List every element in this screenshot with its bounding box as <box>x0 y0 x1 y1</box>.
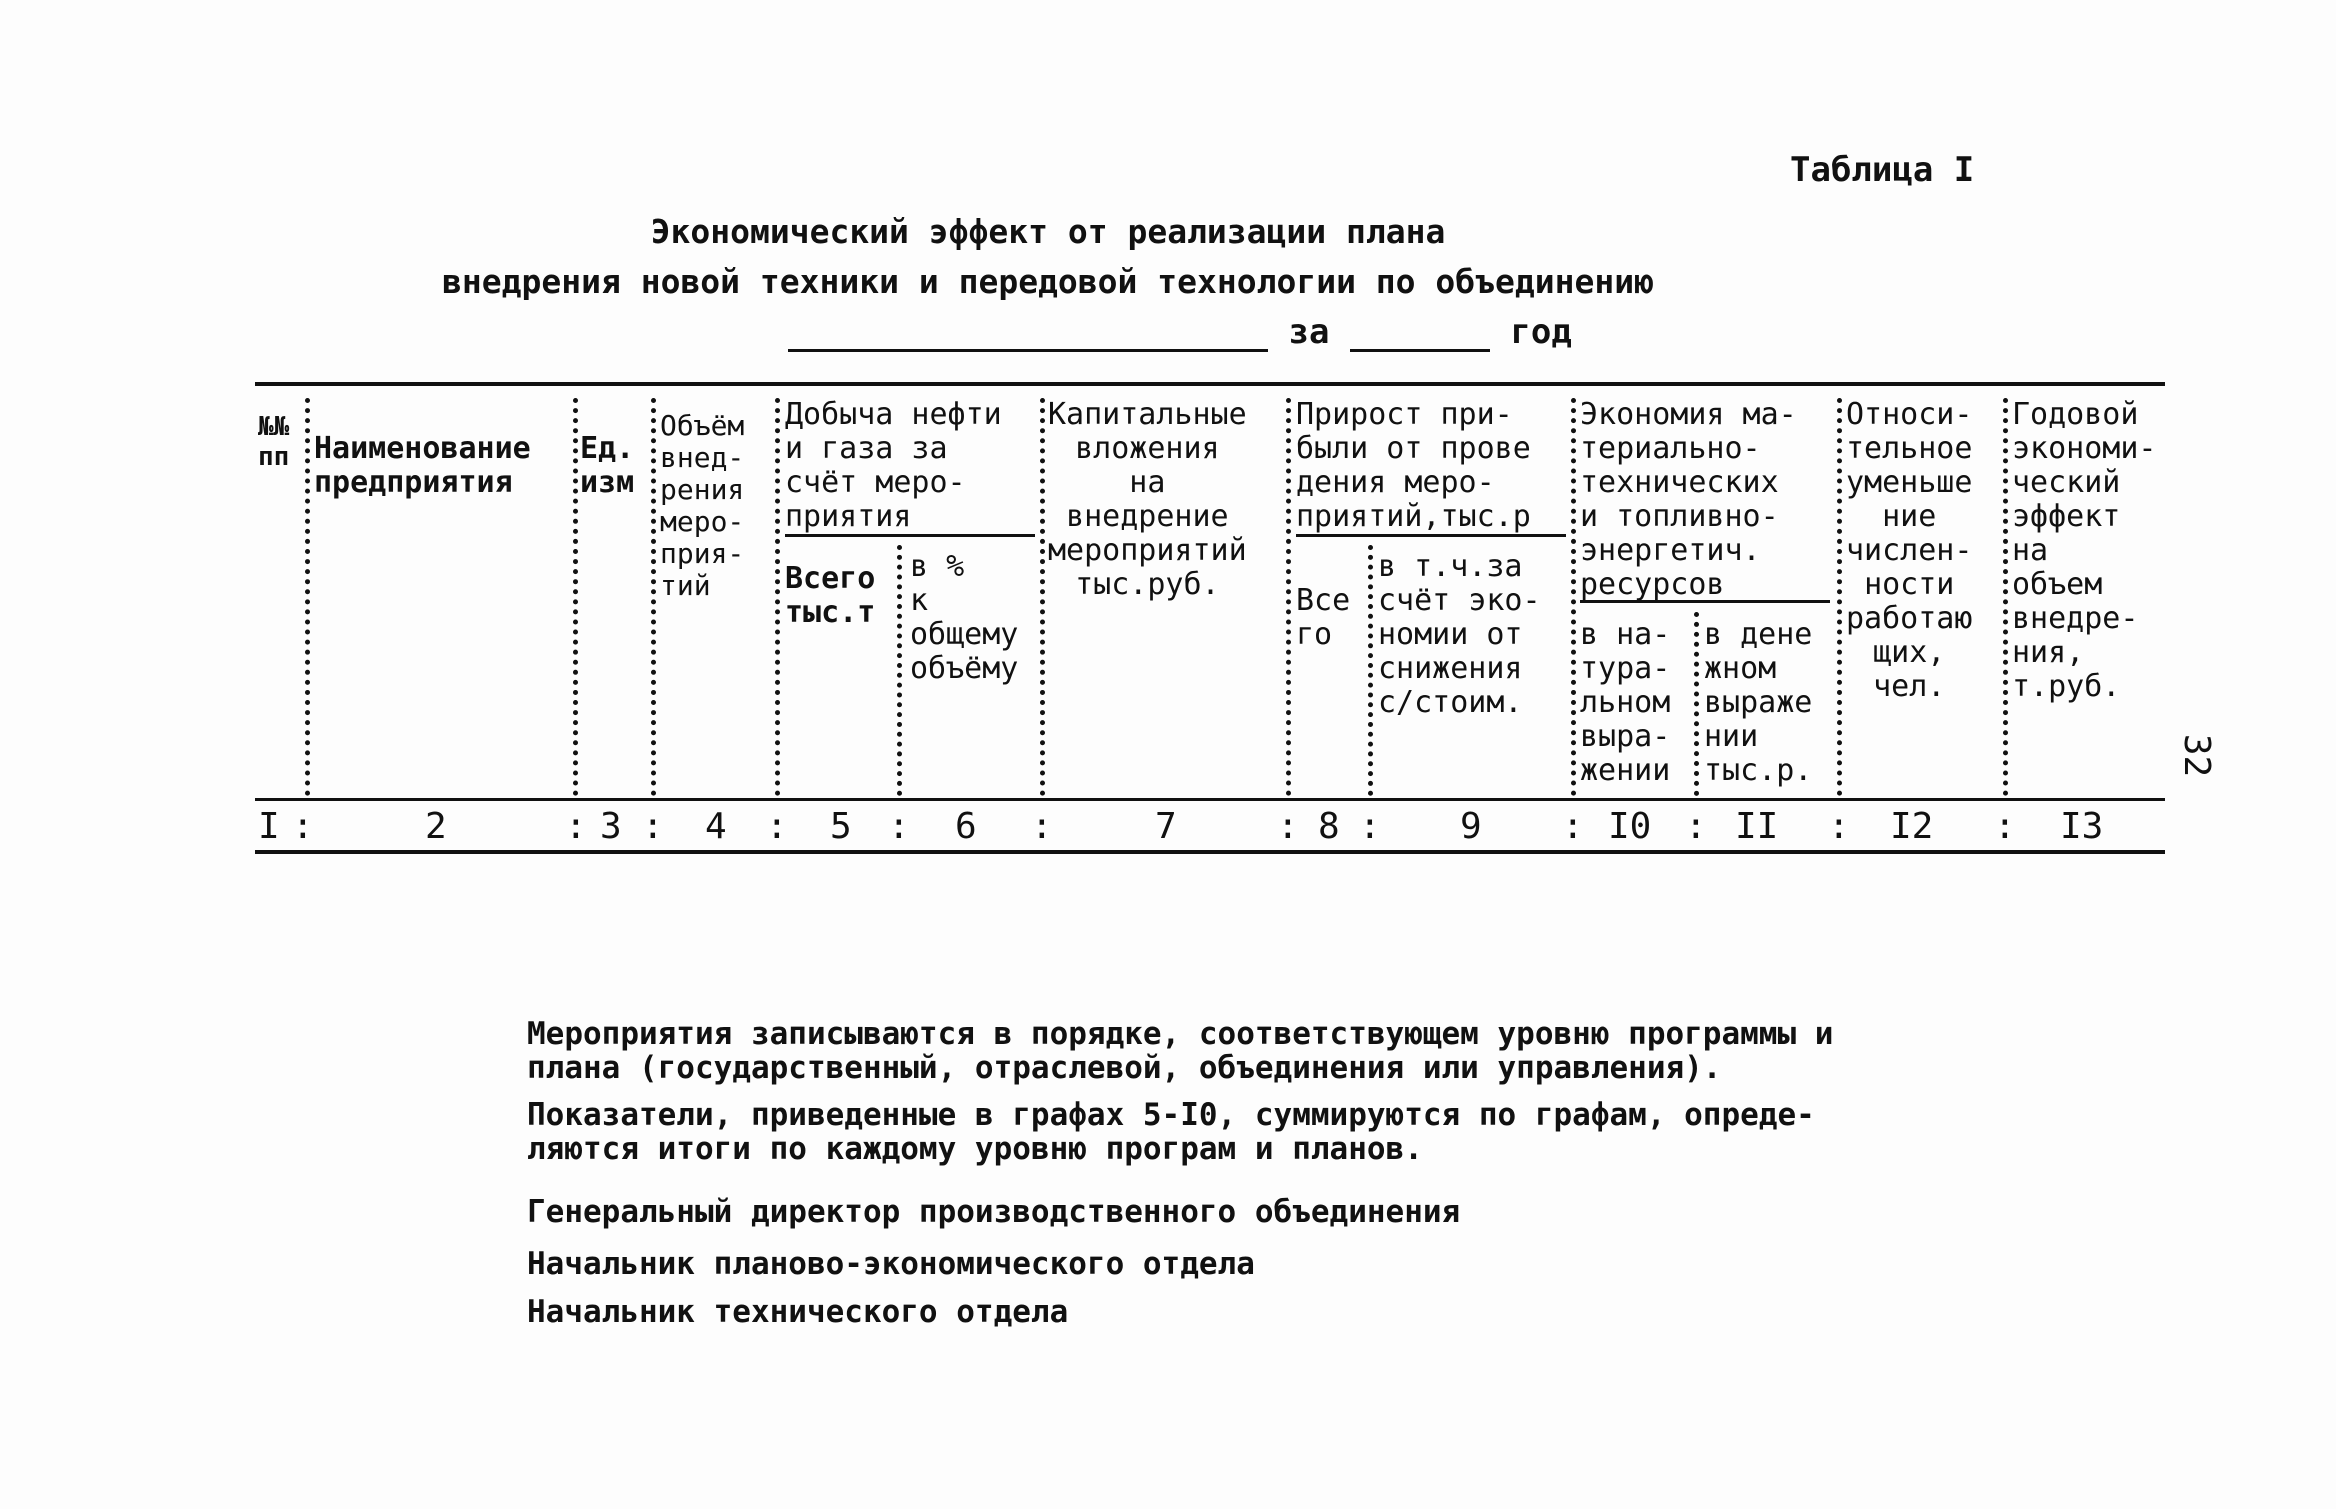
period-for-label: за <box>1288 312 1330 352</box>
col-header-annual-effect: Годовой экономи- ческий эффект на объем внедре- ния, т.руб. <box>2012 397 2157 704</box>
number-row-colon: : <box>1685 806 1707 847</box>
number-row-colon: : <box>642 806 664 847</box>
number-row-colon: : <box>766 806 788 847</box>
col-header-unit: Ед. изм <box>580 431 635 500</box>
col-header-profit-cost-saving: в т.ч.за счёт эко- номии от снижения с/стоим. <box>1378 549 1541 720</box>
table-top-rule <box>255 382 2165 386</box>
page-number: 32 <box>2176 733 2218 778</box>
col-header-oil-percent: в % к общему объёму <box>910 549 1019 686</box>
note-order: Мероприятия записываются в порядке, соответствующем уровню программы и плана (государственный, отраслевой, объединения или управления). <box>527 1016 1834 1086</box>
organization-blank <box>788 319 1268 352</box>
signature-general-director: Генеральный директор производственного объединения <box>527 1194 1461 1230</box>
column-number: 5 <box>830 806 852 847</box>
number-row-colon: : <box>1994 806 2016 847</box>
col-group-resource-saving: Экономия ма- териально- технических и топливно- энергетич. ресурсов <box>1580 397 1797 602</box>
year-blank <box>1350 319 1490 352</box>
number-row-colon: : <box>1828 806 1850 847</box>
column-separator <box>1837 398 1842 796</box>
column-separator <box>897 545 902 796</box>
col-header-oil-total: Всего тыс.т <box>785 561 876 630</box>
column-number: I3 <box>2060 806 2104 847</box>
column-separator <box>775 398 780 796</box>
col-header-natural-units: в на- тура- льном выра- жении <box>1580 617 1671 788</box>
col-header-volume: Объём внед- рения меро- прия- тий <box>660 409 745 602</box>
column-separator <box>1040 398 1045 796</box>
column-number: 7 <box>1155 806 1177 847</box>
number-row-colon: : <box>888 806 910 847</box>
number-row-colon: : <box>292 806 314 847</box>
number-row-colon: : <box>1359 806 1381 847</box>
signature-planning-head: Начальник планово-экономического отдела <box>527 1246 1255 1282</box>
table-header-bottom-rule <box>255 798 2165 801</box>
column-separator <box>1286 398 1291 796</box>
column-number: 9 <box>1460 806 1482 847</box>
table-title-line-2: внедрения новой техники и передовой технологии по объединению <box>442 262 1654 301</box>
column-separator <box>1694 612 1699 796</box>
col-header-enterprise: Наименование предприятия <box>314 431 531 500</box>
column-separator <box>573 398 578 796</box>
column-separator <box>651 398 656 796</box>
column-separator <box>1571 398 1576 796</box>
col-header-capital-investment: Капитальные вложения на внедрение мероприятий тыс.руб. <box>1048 397 1247 602</box>
number-row-colon: : <box>1031 806 1053 847</box>
table-number-row-bottom-rule <box>255 850 2165 854</box>
period-year-label: год <box>1510 312 1572 352</box>
column-number: I0 <box>1608 806 1652 847</box>
column-number: 2 <box>425 806 447 847</box>
col-header-money-terms: в дене жном выраже нии тыс.р. <box>1704 617 1813 788</box>
number-row-colon: : <box>565 806 587 847</box>
col-group-profit-growth: Прирост при- были от прове дения меро- приятий,тыс.р <box>1296 397 1531 534</box>
column-number: I2 <box>1890 806 1934 847</box>
column-separator <box>2003 398 2008 796</box>
period-line <box>788 312 1572 352</box>
note-totals: Показатели, приведенные в графах 5-I0, суммируются по графам, опреде- ляются итоги по каждому уровню програм и планов. <box>527 1097 1815 1167</box>
column-number: I <box>258 806 280 847</box>
column-separator <box>305 398 310 796</box>
number-row-colon: : <box>1277 806 1299 847</box>
table-label: Таблица I <box>1790 150 1975 190</box>
col-header-staff-reduction: Относи- тельное уменьше ние числен- ности работаю щих, чел. <box>1846 397 1973 704</box>
column-number: 6 <box>955 806 977 847</box>
group-subrule <box>1296 534 1566 537</box>
column-number: II <box>1735 806 1779 847</box>
group-subrule <box>785 534 1035 537</box>
column-separator <box>1368 545 1373 796</box>
col-group-oil-gas: Добыча нефти и газа за счёт меро- приятия <box>785 397 1002 534</box>
signature-technical-head: Начальник технического отдела <box>527 1294 1069 1330</box>
col-header-profit-total: Все го <box>1296 583 1351 652</box>
column-number: 3 <box>600 806 622 847</box>
number-row-colon: : <box>1562 806 1584 847</box>
table-title-line-1: Экономический эффект от реализации плана <box>650 212 1446 251</box>
col-header-number: №№ пп <box>258 412 290 472</box>
column-number: 4 <box>705 806 727 847</box>
column-number: 8 <box>1318 806 1340 847</box>
